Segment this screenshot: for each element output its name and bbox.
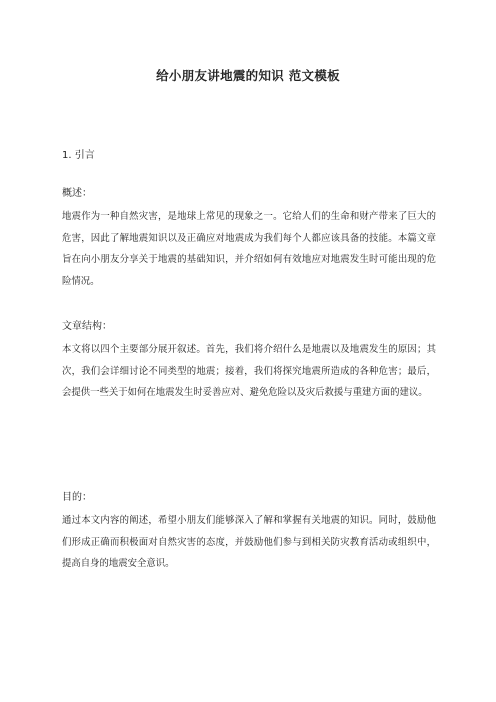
overview-label: 概述：	[62, 188, 92, 199]
overview-section	[62, 186, 436, 292]
purpose-paragraph: 通过本文内容的阐述，希望小朋友们能够深入了解和掌握有关地震的知识。同时，鼓励他们形成正确而积极面对自然灾害的态度，并鼓励他们参与到相关防灾教育活动或组织中，提高自身的地震安全意识。	[62, 515, 436, 569]
purpose-section	[62, 490, 436, 575]
document-title: 给小朋友讲地震的知识 范文模板	[156, 68, 340, 83]
structure-section	[62, 319, 436, 404]
structure-paragraph: 本文将以四个主要部分展开叙述。首先，我们将介绍什么是地震以及地震发生的原因；其次，我们会详细讨论不同类型的地震；接着，我们将探究地震所造成的各种危害；最后，会提供一些关于如何在地震发生时妥善应对、避免危险以及灾后救援与重建方面的建议。	[62, 344, 436, 398]
section-heading-introduction: 1. 引言	[62, 150, 95, 161]
overview-paragraph: 地震作为一种自然灾害，是地球上常见的现象之一。它给人们的生命和财产带来了巨大的危害，因此了解地震知识以及正确应对地震成为我们每个人都应该具备的技能。本篇文章旨在向小朋友分享关于地震的基础知识，并介绍如何有效地应对地震发生时可能出现的危险情况。	[62, 211, 436, 287]
purpose-label: 目的：	[62, 492, 92, 503]
structure-label: 文章结构：	[62, 321, 112, 332]
